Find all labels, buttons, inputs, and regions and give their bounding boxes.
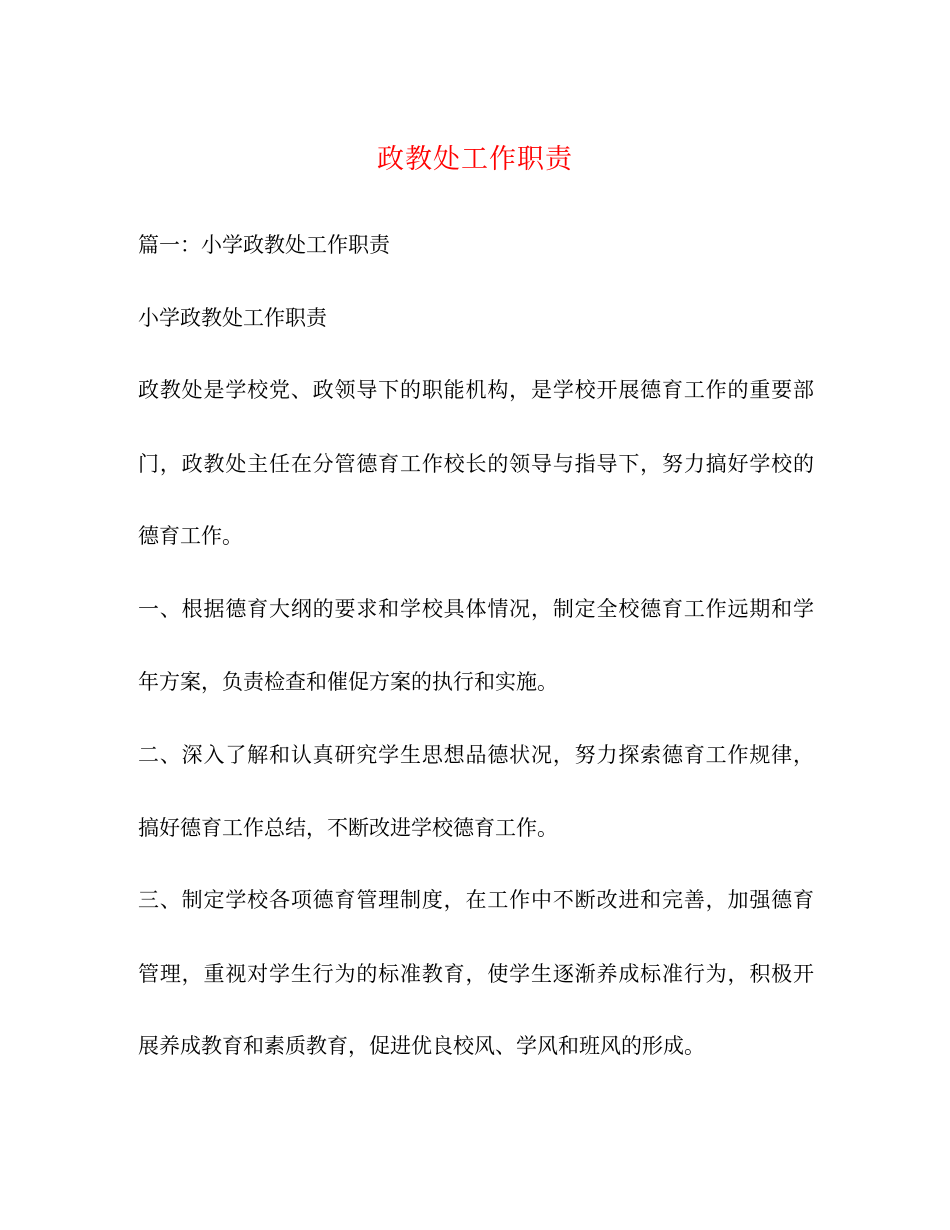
paragraph-line: 搞好德育工作总结，不断改进学校德育工作。 (138, 816, 558, 840)
paragraph-line: 德育工作。 (138, 524, 243, 548)
paragraph-line: 管理，重视对学生行为的标准教育，使学生逐渐养成标准行为，积极开 (138, 962, 814, 986)
paragraph-line: 门，政教处主任在分管德育工作校长的领导与指导下，努力搞好学校的 (138, 452, 814, 476)
subheading: 小学政教处工作职责 (138, 306, 327, 330)
paragraph-line: 一、根据德育大纲的要求和学校具体情况，制定全校德育工作远期和学 (138, 597, 814, 621)
section-heading: 篇一：小学政教处工作职责 (138, 233, 390, 257)
paragraph-line: 三、制定学校各项德育管理制度，在工作中不断改进和完善，加强德育 (138, 888, 814, 912)
document-title: 政教处工作职责 (377, 144, 573, 175)
paragraph-line: 政教处是学校党、政领导下的职能机构，是学校开展德育工作的重要部 (138, 378, 814, 402)
paragraph-line: 年方案，负责检查和催促方案的执行和实施。 (138, 670, 558, 694)
paragraph-line: 二、深入了解和认真研究学生思想品德状况，努力探索德育工作规律， (138, 743, 814, 767)
paragraph-line: 展养成教育和素质教育，促进优良校风、学风和班风的形成。 (138, 1034, 705, 1058)
